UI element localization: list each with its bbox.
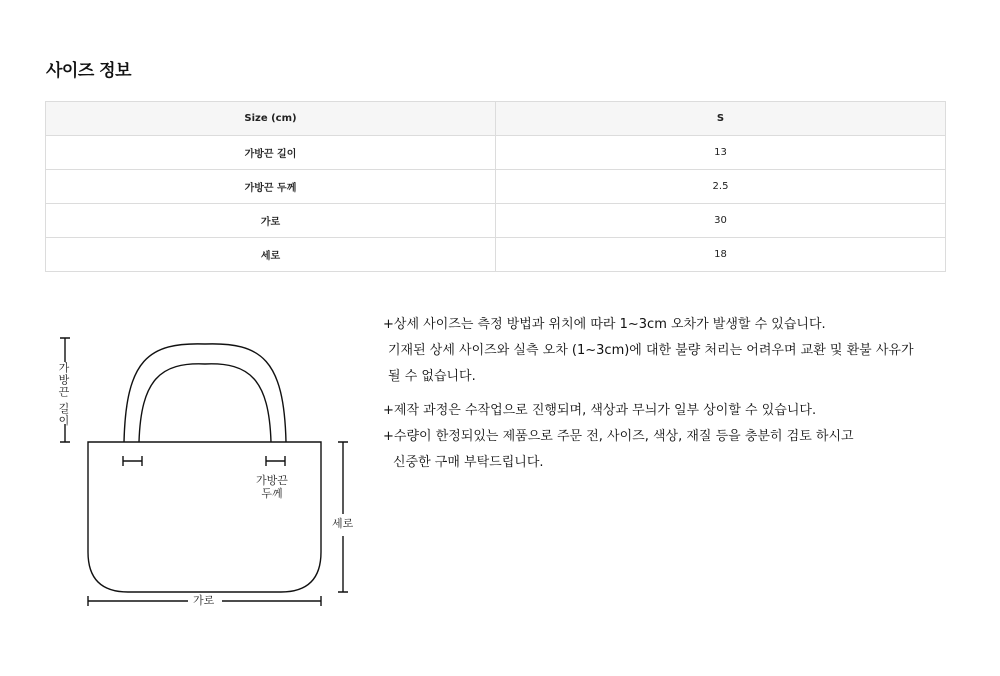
page-title: 사이즈 정보: [46, 61, 132, 81]
strap-width-label: [254, 474, 290, 500]
note-line: 기재된 상세 사이즈와 실측 오차 (1~3cm)에 대한 불량 처리는 어려우며 교환 및 환불 사유가: [388, 343, 914, 358]
row-value: 18: [496, 238, 946, 272]
row-label: 가로: [46, 204, 496, 238]
strap-width-label-line1: 가방끈: [256, 474, 288, 487]
table-row: [46, 204, 946, 238]
strap-length-label: 가방끈 길이: [57, 362, 70, 427]
note-line: 신중한 구매 부탁드립니다.: [393, 455, 544, 470]
strap-width-label-line2: 두께: [261, 487, 283, 500]
width-label: 가로: [193, 594, 215, 607]
header-value: S: [496, 102, 946, 136]
height-marker-top: [338, 442, 348, 514]
row-value: 2.5: [496, 170, 946, 204]
width-marker-right: [222, 596, 321, 606]
note-line: 될 수 없습니다.: [388, 369, 476, 384]
strap-inner-line: [139, 364, 271, 442]
row-label: 세로: [46, 238, 496, 272]
height-marker-bottom: [338, 536, 348, 592]
strap-outer-line: [124, 344, 286, 442]
bag-illustration: [40, 320, 370, 620]
note-line: +수량이 한정되있는 제품으로 주문 전, 사이즈, 색상, 재질 등을 충분히 검토 하시고: [383, 429, 854, 444]
strap-length-marker-top: [60, 338, 70, 362]
note-line: +상세 사이즈는 측정 방법과 위치에 따라 1~3cm 오차가 발생할 수 있습니다.: [383, 317, 826, 332]
table-row: [46, 136, 946, 170]
row-label: 가방끈 두께: [46, 170, 496, 204]
row-label: 가방끈 길이: [46, 136, 496, 170]
size-table: [45, 101, 946, 272]
header-label: Size (cm): [46, 102, 496, 136]
table-row: [46, 238, 946, 272]
row-value: 30: [496, 204, 946, 238]
width-marker-left: [88, 596, 188, 606]
size-notes: [383, 312, 943, 476]
strap-width-marker-right: [266, 456, 285, 466]
note-line: +제작 과정은 수작업으로 진행되며, 색상과 무늬가 일부 상이할 수 있습니다.: [383, 403, 817, 418]
strap-width-marker-left: [123, 456, 142, 466]
row-value: 13: [496, 136, 946, 170]
bag-diagram: [40, 320, 370, 620]
table-row: [46, 170, 946, 204]
table-header-row: [46, 102, 946, 136]
height-label: 세로: [332, 517, 354, 530]
